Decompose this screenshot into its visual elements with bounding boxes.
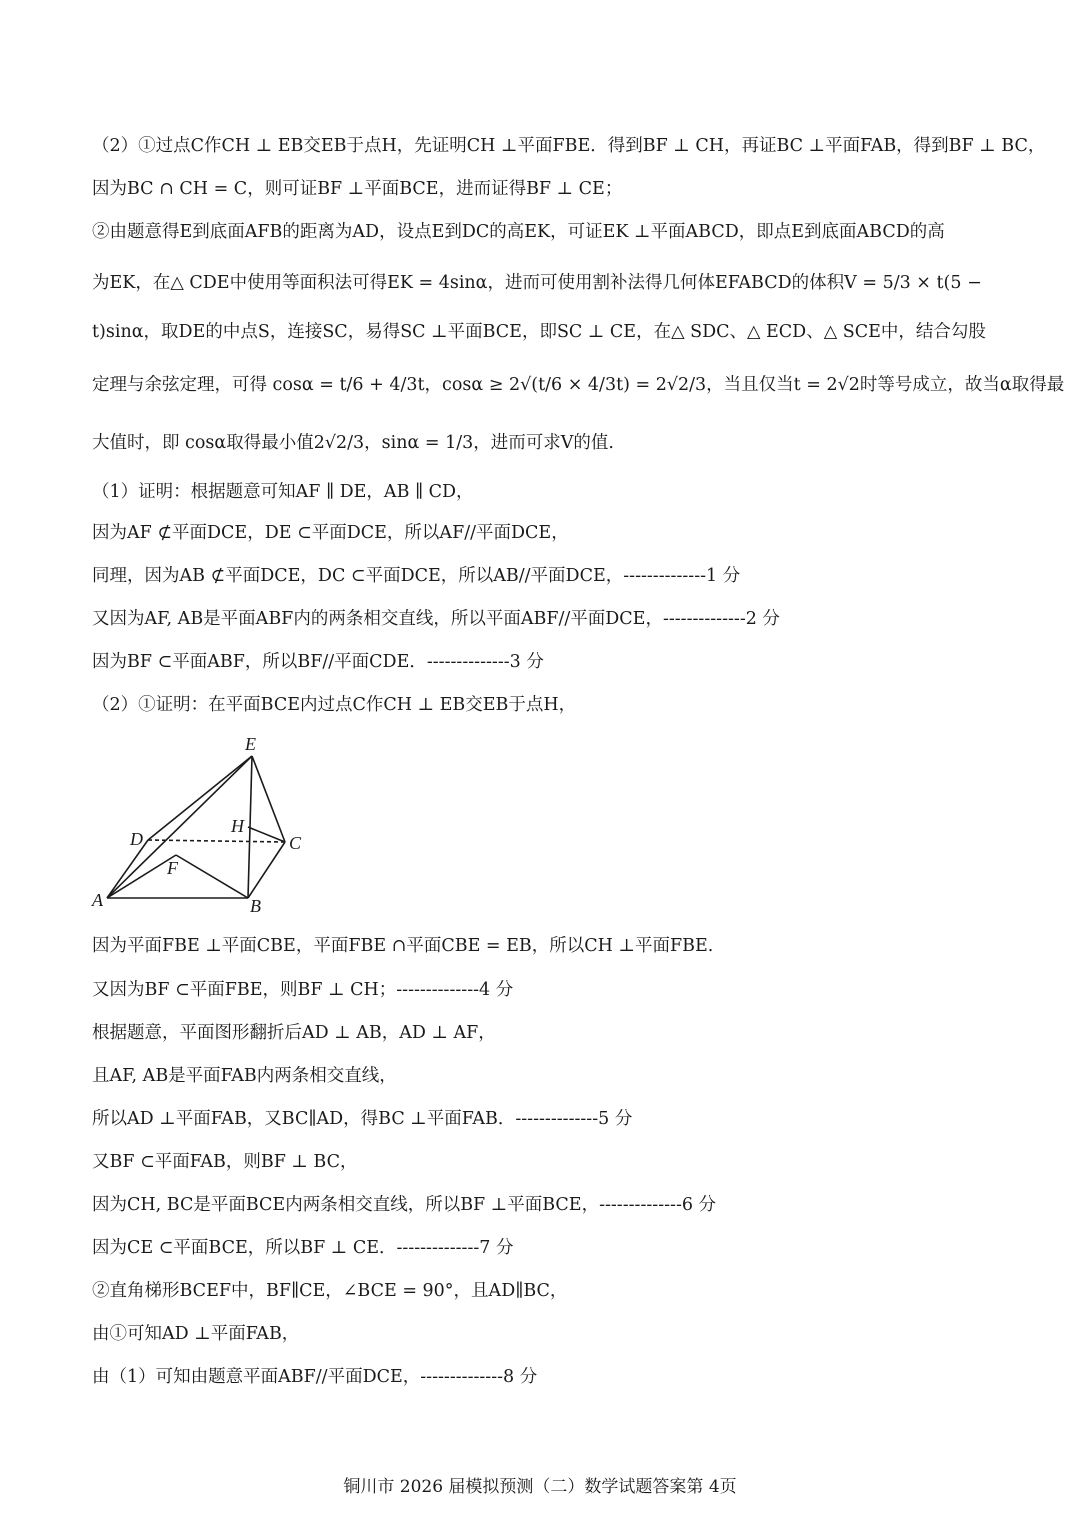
text-line-3: ②由题意得E到底面AFB的距离为AD，设点E到DC的高EK，可证EK ⊥平面ABCD，即点E到底面ABCD的高	[92, 222, 945, 242]
label-D: D	[130, 829, 143, 849]
label-E: E	[245, 734, 256, 754]
label-F: F	[167, 858, 178, 878]
label-A: A	[92, 890, 103, 910]
text-line-11: 又因为AF, AB是平面ABF内的两条相交直线，所以平面ABF//平面DCE，--------------2 分	[92, 609, 780, 629]
edge-EC	[252, 756, 285, 842]
text-line-7: 大值时，即 cosα取得最小值2√2/3，sinα = 1/3，进而可求V的值.	[92, 433, 614, 453]
text-line-20: 因为CH, BC是平面BCE内两条相交直线，所以BF ⊥平面BCE，--------------6 分	[92, 1195, 717, 1215]
text-line-4: 为EK，在△ CDE中使用等面积法可得EK = 4sinα，进而可使用割补法得几何体EFABCD的体积V = 5/3 × t(5 −	[92, 273, 982, 293]
text-line-16: 根据题意，平面图形翻折后AD ⊥ AB，AD ⊥ AF，	[92, 1023, 496, 1043]
page-footer: 铜川市 2026 届模拟预测（二）数学试题答案第 4页	[343, 1477, 737, 1497]
text-line-17: 且AF, AB是平面FAB内两条相交直线，	[92, 1066, 397, 1086]
text-line-13: （2）①证明：在平面BCE内过点C作CH ⊥ EB交EB于点H，	[92, 695, 577, 715]
edge-FB	[176, 855, 248, 898]
text-line-9: 因为AF ⊄平面DCE，DE ⊂平面DCE，所以AF//平面DCE，	[92, 523, 569, 543]
text-line-6: 定理与余弦定理，可得 cosα = t/6 + 4/3t，cosα ≥ 2√(t/6 × 4/3t) = 2√2/3，当且仅当t = 2√2时等号成立，故当α取得最	[92, 375, 1065, 395]
text-line-19: 又BF ⊂平面FAB，则BF ⊥ BC，	[92, 1152, 358, 1172]
text-line-1: （2）①过点C作CH ⊥ EB交EB于点H，先证明CH ⊥平面FBE．得到BF ⊥ CH，再证BC ⊥平面FAB，得到BF ⊥ BC，	[92, 136, 1046, 156]
edge-BC	[248, 842, 285, 898]
pyramid-diagram	[88, 728, 318, 918]
text-line-24: 由（1）可知由题意平面ABF//平面DCE，--------------8 分	[92, 1367, 538, 1387]
text-line-23: 由①可知AD ⊥平面FAB，	[92, 1324, 300, 1344]
text-line-18: 所以AD ⊥平面FAB，又BC∥AD，得BC ⊥平面FAB．--------------5 分	[92, 1109, 633, 1129]
text-line-10: 同理，因为AB ⊄平面DCE，DC ⊂平面DCE，所以AB//平面DCE，--------------1 分	[92, 566, 741, 586]
text-line-22: ②直角梯形BCEF中，BF∥CE，∠BCE = 90°，且AD∥BC，	[92, 1281, 568, 1301]
text-line-21: 因为CE ⊂平面BCE，所以BF ⊥ CE．--------------7 分	[92, 1238, 514, 1258]
label-H: H	[231, 816, 244, 836]
pyramid-figure	[88, 728, 318, 918]
text-line-2: 因为BC ∩ CH = C，则可证BF ⊥平面BCE，进而证得BF ⊥ CE；	[92, 179, 623, 199]
edge-AF	[107, 855, 176, 898]
text-line-12: 因为BF ⊂平面ABF，所以BF//平面CDE．--------------3 分	[92, 652, 544, 672]
edge-DC-hidden	[148, 840, 285, 842]
label-B: B	[250, 896, 261, 916]
text-line-15: 又因为BF ⊂平面FBE，则BF ⊥ CH；--------------4 分	[92, 980, 514, 1000]
text-line-14: 因为平面FBE ⊥平面CBE，平面FBE ∩平面CBE = EB，所以CH ⊥平面FBE.	[92, 936, 714, 956]
label-C: C	[289, 833, 302, 853]
text-line-5: t)sinα，取DE的中点S，连接SC，易得SC ⊥平面BCE，即SC ⊥ CE，在△ SDC、△ ECD、△ SCE中，结合勾股	[92, 322, 986, 342]
text-line-8: （1）证明：根据题意可知AF ∥ DE，AB ∥ CD，	[92, 482, 474, 502]
